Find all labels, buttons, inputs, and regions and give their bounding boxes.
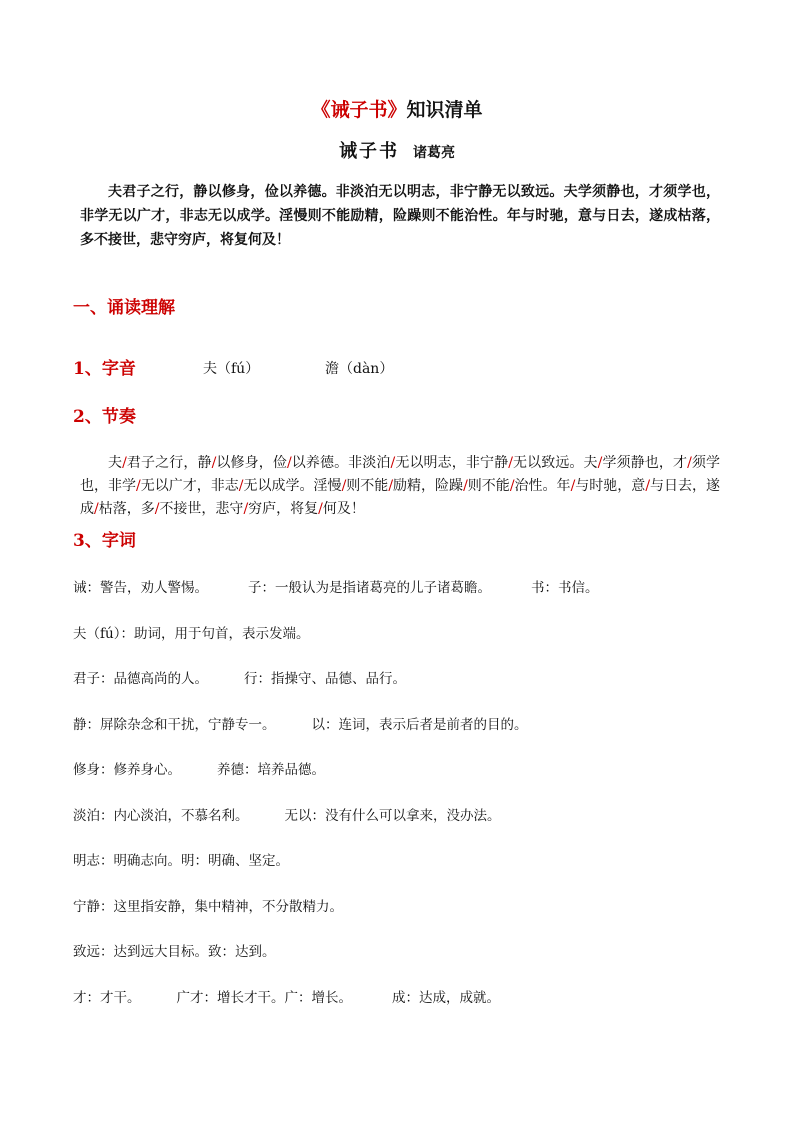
rhythm-slash: / [645, 478, 651, 494]
text-author: 诸葛亮 [413, 145, 455, 161]
vocab-row [73, 577, 733, 599]
text-title: 诫子书 [339, 141, 399, 162]
rhythm-slash: / [341, 478, 347, 494]
title-black-part: 知识清单 [406, 99, 483, 121]
section-heading-reading: 一、诵读理解 [73, 298, 175, 318]
pronunciation-item: 夫（fú） [203, 361, 260, 377]
rhythm-slash: / [509, 478, 515, 494]
rhythm-slash: / [687, 455, 692, 471]
rhythm-slash: / [211, 455, 217, 471]
rhythm-slash: / [238, 478, 244, 494]
rhythm-segment: 君子之行，静 [126, 455, 212, 471]
rhythm-slash: / [388, 478, 394, 494]
vocab-entry: 以：连词，表示后者是前者的目的。 [311, 716, 528, 733]
rhythm-segment: 无以致远。夫 [512, 455, 598, 471]
vocab-entry: 夫（fú）：助词，用于句首，表示发端。 [73, 625, 310, 642]
title-red-part: 《诫子书》 [311, 99, 407, 121]
rhythm-segment: 不接世，悲守 [159, 501, 244, 517]
section-heading-vocab: 3、字词 [73, 531, 136, 551]
rhythm-segment: 无以明志，非宁静 [395, 455, 509, 471]
vocab-entry: 君子：品德高尚的人。 [73, 671, 208, 687]
rhythm-segment: 夫 [108, 455, 123, 471]
page-title [0, 97, 794, 123]
rhythm-segment: 无以成学。淫慢 [243, 478, 342, 494]
rhythm-segment: 何及！ [322, 501, 365, 517]
vocab-entry: 致远：达到远大目标。致：达到。 [73, 944, 276, 960]
rhythm-slash: / [243, 501, 249, 517]
vocab-entry: 诫：警告，劝人警惕。 [73, 580, 208, 596]
rhythm-slash: / [318, 501, 323, 517]
rhythm-segment: 则不能 [346, 478, 389, 494]
vocab-entry: 养德：培养品德。 [217, 762, 325, 778]
rhythm-slash: / [508, 455, 513, 471]
rhythm-segment: 学须静也，才 [602, 455, 688, 471]
rhythm-segment: 以修身，俭 [216, 455, 287, 471]
vocab-entry: 宁静：这里指安静，集中精神，不分散精力。 [73, 898, 343, 915]
vocab-row [73, 668, 733, 690]
rhythm-segment: 与时驰，意 [575, 478, 646, 494]
rhythm-slash: / [94, 501, 99, 517]
text-heading [0, 140, 794, 165]
rhythm-slash: / [390, 455, 396, 471]
section-heading-pronunciation: 1、字音 [73, 359, 136, 379]
rhythm-segment: 无以广才，非志 [140, 478, 239, 494]
vocab-entry: 子：一般认为是指诸葛亮的儿子诸葛瞻。 [248, 580, 491, 596]
vocab-row [73, 805, 733, 827]
vocab-entry: 淡泊：内心淡泊，不慕名利。 [73, 807, 249, 824]
rhythm-slash: / [463, 478, 468, 494]
vocab-entry: 明志：明确志向。明：明确、坚定。 [73, 853, 289, 869]
rhythm-slash: / [154, 501, 160, 517]
section-heading-rhythm: 2、节奏 [73, 407, 136, 427]
rhythm-slash: / [570, 478, 576, 494]
original-passage: 夫君子之行，静以修身，俭以养德。非淡泊无以明志，非宁静无以致远。夫学须静也，才须学也，非学无以广才，非志无以成学。淫慢则不能励精，险躁则不能治性。年与时驰，意与日去，遂成枯落，多不接世，悲守穷庐，将复何及！ [80, 184, 720, 248]
vocab-row [73, 941, 733, 963]
vocab-entry: 广才：增长才干。广：增长。 [176, 989, 352, 1006]
vocab-row [73, 850, 733, 872]
vocab-entry: 书：书信。 [531, 580, 599, 596]
rhythm-segment: 须学也，非学 [80, 455, 721, 494]
vocab-entry: 成：达成，成就。 [392, 989, 500, 1006]
rhythm-passage [80, 452, 720, 521]
rhythm-segment: 治性。年 [514, 478, 571, 494]
rhythm-segment: 则不能 [467, 478, 510, 494]
vocab-row [73, 896, 733, 918]
rhythm-slash: / [286, 455, 292, 471]
rhythm-slash: / [136, 478, 141, 494]
vocab-entry: 无以：没有什么可以拿来，没办法。 [284, 807, 501, 824]
rhythm-segment: 枯落，多 [98, 501, 155, 517]
rhythm-segment: 穷庐，将复 [248, 501, 319, 517]
pronunciation-item: 澹（dàn） [325, 361, 394, 377]
rhythm-segment: 励精，险躁 [393, 478, 464, 494]
vocab-entry: 才：才干。 [73, 989, 141, 1006]
rhythm-segment: 以养德。非淡泊 [291, 455, 391, 471]
vocab-row [73, 623, 733, 645]
rhythm-slash: / [122, 455, 127, 471]
vocab-entry: 行：指操守、品德、品行。 [244, 671, 406, 687]
vocab-row [73, 987, 733, 1009]
rhythm-slash: / [597, 455, 603, 471]
vocab-entry: 修身：修养身心。 [73, 762, 181, 778]
pronunciation-row [73, 357, 733, 381]
vocab-row [73, 759, 733, 781]
rhythm-segment: 与日去，遂成 [80, 478, 721, 517]
vocab-row [73, 714, 733, 736]
vocab-entry: 静：屏除杂念和干扰，宁静专一。 [73, 716, 276, 733]
